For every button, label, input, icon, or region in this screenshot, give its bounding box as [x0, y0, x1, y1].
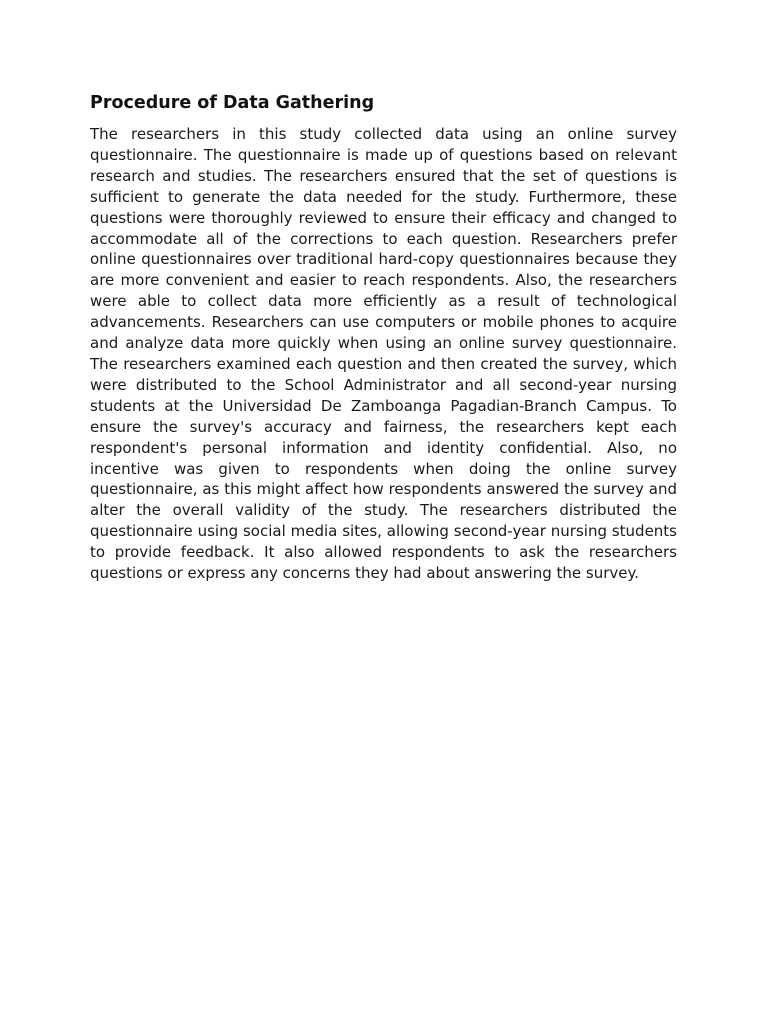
document-content [90, 92, 677, 584]
body-paragraph: The researchers in this study collected data using an online survey questionnaire. The questionnaire is made up of questions based on relevant research and studies. The researchers ensured that the set of questions is sufficient to generate the data needed for the study. Furthermore, these questions were thoroughly reviewed to ensure their efficacy and changed to accommodate all of the corrections to each question. Researchers prefer online questionnaires over traditional hard-copy questionnaires because they are more convenient and easier to reach respondents. Also, the researchers were able to collect data more efficiently as a result of technological advancements. Researchers can use computers or mobile phones to acquire and analyze data more quickly when using an online survey questionnaire. The researchers examined each question and then created the survey, which were distributed to the School Administrator and all second-year nursing students at the Universidad De Zamboanga Pagadian-Branch Campus. To ensure the survey's accuracy and fairness, the researchers kept each respondent's personal information and identity confidential. Also, no incentive was given to respondents when doing the online survey questionnaire, as this might affect how respondents answered the survey and alter the overall validity of the study. The researchers distributed the questionnaire using social media sites, allowing second-year nursing students to provide feedback. It also allowed respondents to ask the researchers questions or express any concerns they had about answering the survey. [90, 125, 677, 583]
section-heading: Procedure of Data Gathering [90, 93, 375, 113]
